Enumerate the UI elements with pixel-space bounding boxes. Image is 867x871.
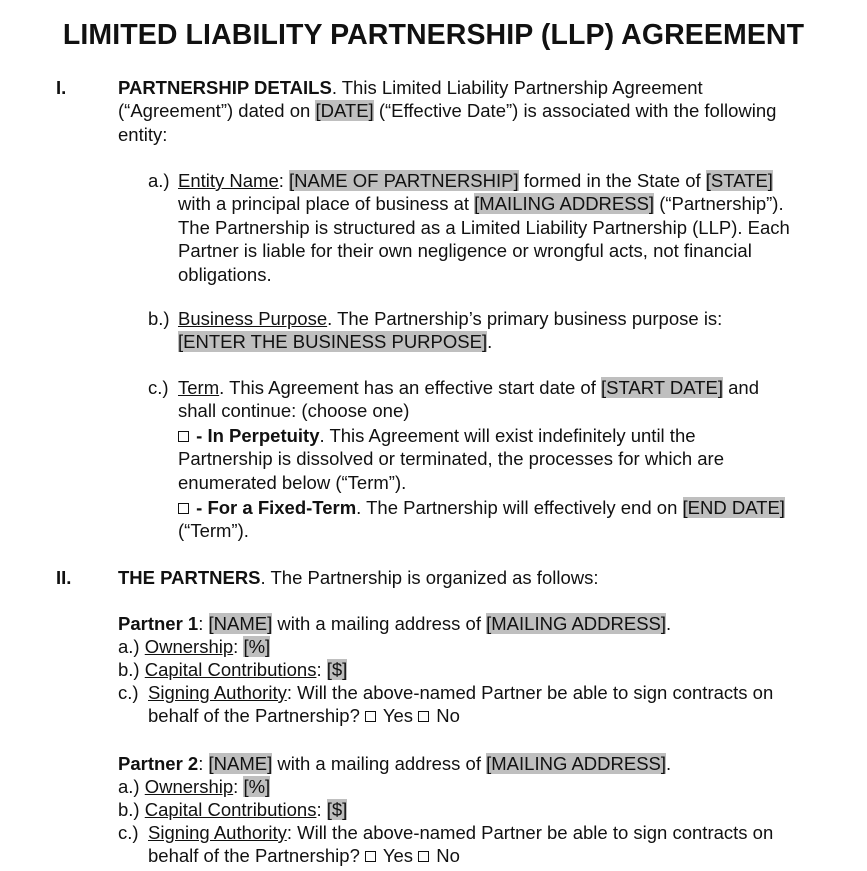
partner-1-signing-prefix: c.) (118, 682, 139, 703)
partner-1-signing (148, 681, 808, 728)
entity-name-paragraph (178, 169, 794, 286)
partner-1-capital-prefix: b.) (118, 659, 145, 680)
partner-2-capital-colon: : (316, 799, 327, 820)
partner-1-yes-label: Yes (378, 705, 419, 727)
business-purpose-field: [ENTER THE BUSINESS PURPOSE] (178, 331, 488, 353)
partner-2-no-checkbox[interactable] (418, 851, 429, 862)
entity-text-2: with a principal place of business at (178, 193, 475, 215)
partner-1-signing-text: : Will the above-named Partner be able to sign contracts on behalf of the Partnership? (148, 682, 774, 727)
partner-1-ownership (118, 635, 818, 658)
partner-2-text: with a mailing address of (272, 753, 487, 774)
term-paragraph (178, 376, 794, 423)
partner-1-name-field: [NAME] (208, 613, 273, 634)
partner-1-ownership-field: [%] (243, 636, 271, 657)
partner-2-label: Partner 2 (118, 753, 199, 774)
partner-2-end: . (666, 753, 672, 774)
partner-1-end: . (666, 613, 672, 634)
partner-2-capital-label: Capital Contributions (144, 799, 317, 820)
document-title: LIMITED LIABILITY PARTNERSHIP (LLP) AGREEMENT (62, 19, 805, 51)
partner-2-signing (148, 821, 808, 868)
perpetuity-option (178, 424, 794, 494)
term-text-2: and shall continue: (choose one) (178, 377, 759, 422)
partner-1-capital-colon: : (316, 659, 327, 680)
section-1-intro (118, 76, 798, 146)
partner-1-no-label: No (431, 705, 460, 727)
partner-1-capital-label: Capital Contributions (144, 659, 317, 680)
partner-1-ownership-prefix: a.) (118, 636, 145, 657)
partner-1-signing-label: Signing Authority (148, 682, 287, 703)
partner-2-no-label: No (431, 845, 460, 867)
entity-name-prefix: a.) (148, 170, 170, 191)
perpetuity-dash: - (191, 425, 208, 446)
partner-2-signing-text: : Will the above-named Partner be able to sign contracts on behalf of the Partnership? (148, 822, 774, 867)
fixed-term-label: For a Fixed-Term (207, 497, 357, 518)
partner-2-line (118, 752, 818, 775)
partner-2-ownership-colon: : (233, 776, 244, 797)
partner-2-ownership-prefix: a.) (118, 776, 145, 797)
term-text-1: . This Agreement has an effective start date of (219, 377, 601, 398)
section-2-intro-text: . The Partnership is organized as follows: (260, 567, 599, 588)
section-1-intro-text-2: (“Effective Date”) is associated with the following entity: (118, 100, 777, 145)
partner-1-label: Partner 1 (118, 613, 199, 634)
perpetuity-label: In Perpetuity (207, 425, 320, 446)
partner-1-line (118, 612, 818, 635)
partner-2-yes-label: Yes (378, 845, 419, 867)
perpetuity-checkbox[interactable] (178, 431, 189, 442)
partner-2-ownership-label: Ownership (144, 776, 234, 797)
partner-2-capital-field: [$] (326, 799, 348, 820)
partner-1-capital (118, 658, 818, 681)
section-2-intro (118, 566, 798, 589)
entity-text-1: formed in the State of (518, 170, 706, 191)
partner-1-capital-field: [$] (326, 659, 348, 680)
business-purpose-paragraph (178, 307, 794, 354)
partner-2-address-field: [MAILING ADDRESS] (486, 753, 667, 774)
perpetuity-text: . This Agreement will exist indefinitely until the Partnership is dissolved or terminated, the processes for which are enumerated below (“Term”). (178, 425, 725, 493)
mailing-address-field: [MAILING ADDRESS] (474, 193, 655, 215)
partner-2-colon: : (198, 753, 209, 774)
state-field: [STATE] (705, 170, 773, 191)
partner-2-capital (118, 798, 818, 821)
section-2-numeral: II. (56, 567, 72, 588)
end-date-field: [END DATE] (682, 497, 785, 518)
partner-2-ownership-field: [%] (243, 776, 271, 797)
section-1-numeral: I. (56, 77, 67, 98)
entity-name-colon: : (278, 170, 284, 191)
partner-1-text: with a mailing address of (272, 613, 487, 634)
entity-text-3: (“Partnership”). The Partnership is structured as a Limited Liability Partnership (LLP). Each Partner is liable for their own negligence or wrongful acts, not financial obligations. (178, 193, 790, 285)
partner-1-address-field: [MAILING ADDRESS] (486, 613, 667, 634)
business-purpose-prefix: b.) (148, 308, 170, 329)
partner-2-name-field: [NAME] (208, 753, 273, 774)
partner-1-colon: : (198, 613, 209, 634)
partner-2-ownership (118, 775, 818, 798)
term-label: Term (178, 377, 220, 398)
fixed-term-checkbox[interactable] (178, 503, 189, 514)
term-prefix: c.) (148, 377, 169, 398)
partner-2-yes-checkbox[interactable] (365, 851, 376, 862)
partner-2-signing-prefix: c.) (118, 822, 139, 843)
date-field: [DATE] (315, 100, 374, 122)
partner-1-ownership-colon: : (233, 636, 244, 657)
fixed-term-option (178, 496, 794, 543)
start-date-field: [START DATE] (601, 377, 723, 398)
business-purpose-label: Business Purpose (178, 308, 328, 329)
partner-1-no-checkbox[interactable] (418, 711, 429, 722)
fixed-term-dash: - (191, 497, 208, 518)
partnership-name-field: [NAME OF PARTNERSHIP] (289, 170, 519, 191)
section-1-intro-text: . This Limited Liability Partnership Agreement (“Agreement”) dated on (118, 77, 703, 122)
business-purpose-text: . The Partnership’s primary business purpose is: (327, 308, 723, 329)
fixed-term-text: . The Partnership will effectively end on (356, 497, 683, 518)
fixed-term-end: (“Term”). (178, 520, 249, 542)
section-2-heading: THE PARTNERS (118, 567, 261, 588)
partner-2-signing-label: Signing Authority (148, 822, 287, 843)
business-purpose-end: . (487, 331, 493, 353)
entity-name-label: Entity Name (178, 170, 279, 191)
partner-2-capital-prefix: b.) (118, 799, 145, 820)
partner-1-ownership-label: Ownership (144, 636, 234, 657)
partner-1-yes-checkbox[interactable] (365, 711, 376, 722)
section-1-heading: PARTNERSHIP DETAILS (118, 77, 332, 98)
